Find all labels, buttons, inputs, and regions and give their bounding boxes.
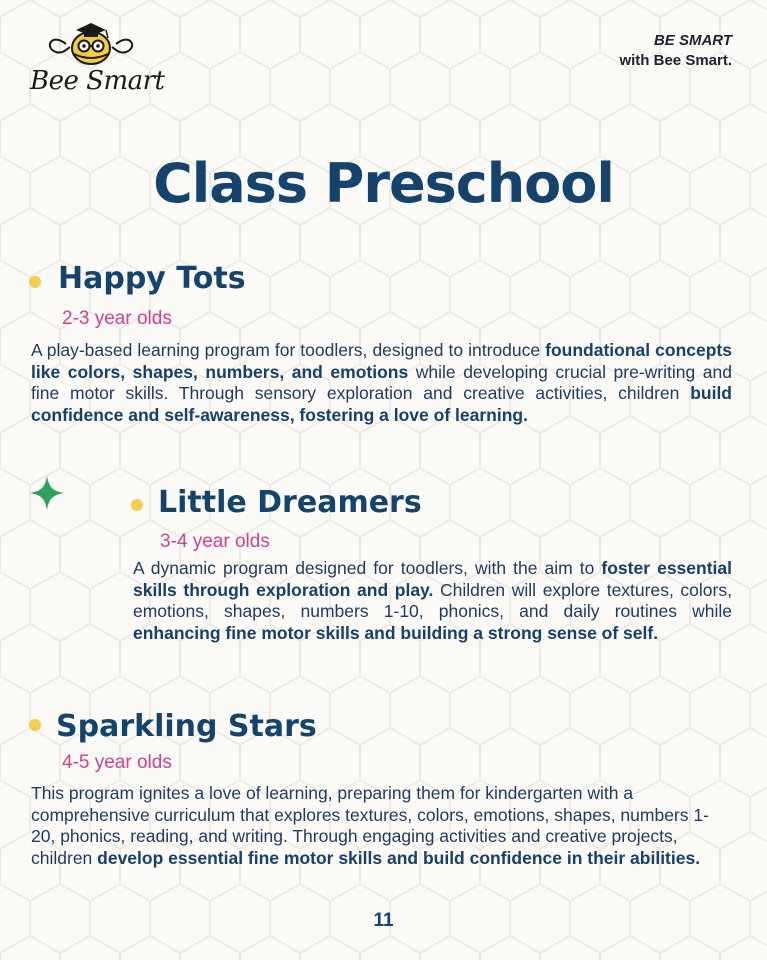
program-age-range: 4-5 year olds	[62, 752, 172, 773]
logo-wordmark: Bee Smart	[30, 66, 165, 96]
bee-logo-icon	[26, 14, 156, 70]
program-age-range: 2-3 year olds	[62, 308, 172, 329]
bee-smart-logo	[26, 14, 165, 100]
bullet-dot-icon	[29, 276, 41, 288]
program-heading: Sparkling Stars	[56, 709, 317, 744]
program-age-range: 3-4 year olds	[160, 531, 270, 552]
program-heading: Little Dreamers	[158, 485, 422, 520]
page-title: Class Preschool	[153, 152, 614, 215]
sparkle-star-icon	[28, 474, 66, 512]
brand-tagline	[619, 31, 732, 71]
program-heading: Happy Tots	[58, 261, 246, 296]
bullet-dot-icon	[131, 499, 143, 511]
program-description: A dynamic program designed for toodlers, with the aim to foster essential skills through exploration and play. Children will explore textures, colors, emotions, shapes, numbers 1-10, phonics, and daily routines while enhancing fine motor skills and building a strong sense of self.	[133, 558, 732, 643]
bullet-dot-icon	[29, 719, 41, 731]
program-description: This program ignites a love of learning, preparing them for kindergarten with a comprehensive curriculum that explores textures, colors, emotions, shapes, numbers 1-20, phonics, reading, and writing. Through engaging activities and creative projects, children develop essential fine motor skills and build confidence in their abilities.	[31, 783, 709, 868]
program-description: A play-based learning program for toodlers, designed to introduce foundational concepts like colors, shapes, numbers, and emotions while developing crucial pre-writing and fine motor skills. Through sensory exploration and creative activities, children build confidence and self-awareness, fostering a love of learning.	[31, 340, 732, 425]
page-number: 11	[373, 910, 394, 931]
tagline-line-1: BE SMART	[653, 32, 732, 49]
tagline-line-2: with Bee Smart.	[619, 52, 732, 69]
